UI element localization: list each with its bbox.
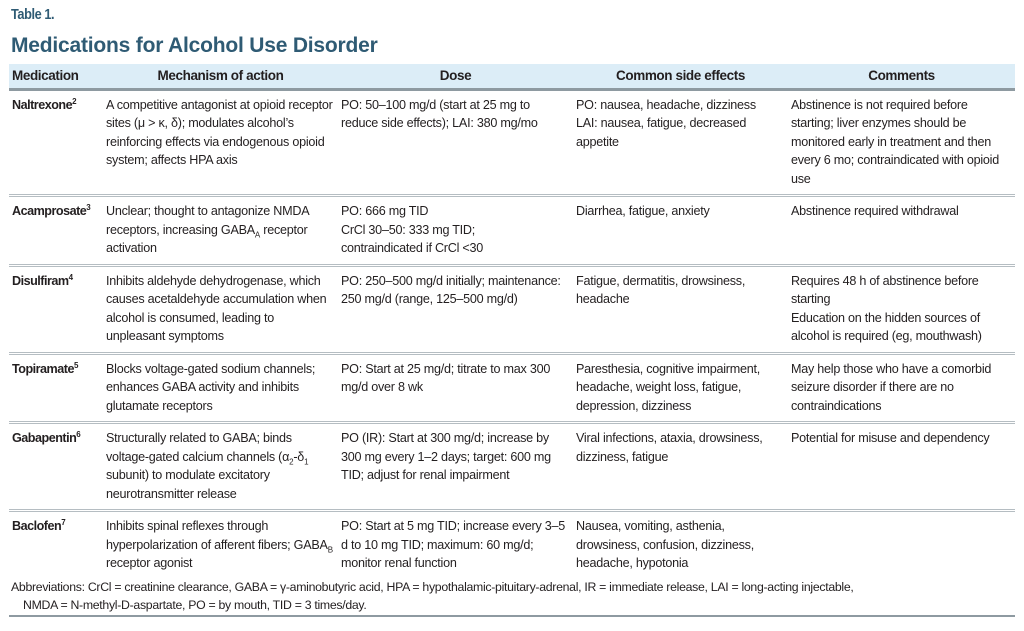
comments-cell (788, 353, 1015, 423)
dose-cell (338, 265, 573, 353)
comments-cell (788, 89, 1015, 196)
cell-text: Gabapentin (12, 431, 77, 445)
dose-cell (338, 511, 573, 579)
side-effects-cell (573, 511, 788, 579)
cell-text: Inhibits spinal reflexes through hyperpolarization of afferent fibers; GABA (106, 519, 328, 552)
side-effects-cell (573, 353, 788, 423)
cell-text: PO: Start at 25 mg/d; titrate to max 300 mg/d over 8 wk (341, 361, 551, 394)
reference-superscript: 5 (73, 360, 78, 370)
cell-text: A competitive antagonist at opioid receptor sites (μ > κ, δ); modulates alcohol’s reinforcing effects via endogenous opioid system; affects HPA axis (106, 97, 333, 167)
side-effects-cell (573, 265, 788, 353)
header-comments: Comments (788, 64, 1015, 89)
abbreviations-footnote (11, 578, 1011, 614)
cell-text: PO: Start at 5 mg TID; increase every 3–5 d to 10 mg TID; maximum: 60 mg/d; monitor renal function (341, 519, 566, 570)
table-row (9, 423, 1015, 511)
cell-text: -δ (293, 449, 305, 464)
side-effects-cell (573, 89, 788, 196)
cell-text: Abstinence required withdrawal (791, 204, 959, 218)
bottom-rule (9, 615, 1015, 617)
medication-cell (9, 196, 103, 266)
dose-cell (338, 353, 573, 423)
subscript: B (327, 545, 333, 555)
cell-text: PO: 666 mg TID CrCl 30–50: 333 mg TID; contraindicated if CrCl <30 (341, 204, 484, 255)
cell-text: receptor agonist (106, 556, 193, 570)
cell-text: Naltrexone (12, 97, 73, 112)
cell-text: Nausea, vomiting, asthenia, drowsiness, confusion, dizziness, headache, hypotonia (576, 519, 754, 570)
cell-text: Abstinence is not required before starting; liver enzymes should be monitored early in treatment and then every 6 mo; contraindicated with opioid use (791, 97, 999, 186)
cell-text: subunit) to modulate excitatory neurotransmitter release (106, 468, 270, 501)
table-title: Medications for Alcohol Use Disorder (11, 34, 378, 57)
cell-text: PO: nausea, headache, dizziness LAI: nausea, fatigue, decreased appetite (576, 97, 756, 149)
cell-text: Viral infections, ataxia, drowsiness, dizziness, fatigue (576, 431, 763, 464)
medication-cell (9, 353, 103, 423)
mechanism-cell (103, 89, 338, 196)
subscript: 2 (289, 457, 294, 467)
mechanism-cell (103, 265, 338, 353)
reference-superscript: 3 (86, 202, 91, 212)
cell-text: Potential for misuse and dependency (791, 431, 990, 445)
medication-cell (9, 423, 103, 511)
cell-text: Diarrhea, fatigue, anxiety (576, 204, 710, 218)
cell-text: Disulfiram (12, 273, 69, 288)
side-effects-cell (573, 423, 788, 511)
dose-cell (338, 196, 573, 266)
reference-superscript: 7 (61, 517, 66, 527)
table-row (9, 196, 1015, 266)
medication-cell (9, 265, 103, 353)
reference-superscript: 2 (72, 96, 77, 106)
header-row (9, 64, 1015, 89)
cell-text: Topiramate (12, 361, 74, 376)
medications-table (9, 64, 1015, 579)
side-effects-cell (573, 196, 788, 266)
reference-superscript: 4 (68, 272, 73, 282)
mechanism-cell (103, 511, 338, 579)
cell-text: Baclofen (12, 519, 62, 533)
cell-text: Requires 48 h of abstinence before starting Education on the hidden sources of alcohol is required (eg, mouthwash) (791, 273, 982, 343)
cell-text: Blocks voltage-gated sodium channels; enhances GABA activity and inhibits glutamate receptors (106, 361, 316, 413)
cell-text: Fatigue, dermatitis, drowsiness, headache (576, 273, 746, 306)
medication-cell (9, 89, 103, 196)
cell-text: Structurally related to GABA; binds voltage-gated calcium channels (α (106, 431, 292, 464)
cell-text: Acamprosate (12, 204, 87, 218)
table-row (9, 89, 1015, 196)
header-dose: Dose (338, 64, 573, 89)
cell-text: Inhibits aldehyde dehydrogenase, which causes acetaldehyde accumulation when alcohol is consumed, leading to unpleasant symptoms (106, 273, 327, 343)
comments-cell (788, 196, 1015, 266)
cell-text: PO: 250–500 mg/d initially; maintenance: 250 mg/d (range, 125–500 mg/d) (341, 273, 561, 306)
table-row (9, 265, 1015, 353)
subscript: A (254, 230, 260, 240)
mechanism-cell (103, 196, 338, 266)
cell-text: Paresthesia, cognitive impairment, headache, weight loss, fatigue, depression, dizziness (576, 361, 760, 413)
footnote-line-2: NMDA = N-methyl-D-aspartate, PO = by mouth, TID = 3 times/day. (23, 598, 367, 612)
cell-text: PO: 50–100 mg/d (start at 25 mg to reduce side effects); LAI: 380 mg/mo (341, 97, 538, 130)
header-mechanism: Mechanism of action (103, 64, 338, 89)
cell-text: PO (IR): Start at 300 mg/d; increase by 300 mg every 1–2 days; target: 600 mg TID; adjust for renal impairment (341, 431, 551, 482)
cell-text: May help those who have a comorbid seizure disorder if there are no contraindications (791, 361, 992, 413)
table-row (9, 353, 1015, 423)
dose-cell (338, 89, 573, 196)
header-medication: Medication (9, 64, 103, 89)
table-number: Table 1. (11, 6, 55, 23)
comments-cell (788, 511, 1015, 579)
reference-superscript: 6 (76, 429, 81, 439)
comments-cell (788, 423, 1015, 511)
dose-cell (338, 423, 573, 511)
cell-text: receptor activation (106, 222, 308, 255)
footnote-line-1: Abbreviations: CrCl = creatinine clearance, GABA = γ-aminobutyric acid, HPA = hypothalamic-pituitary-adrenal, IR = immediate release, LAI = long-acting injectable, (11, 580, 854, 594)
table-row (9, 511, 1015, 579)
mechanism-cell (103, 423, 338, 511)
cell-text: Unclear; thought to antagonize NMDA receptors, increasing GABA (106, 204, 309, 237)
mechanism-cell (103, 353, 338, 423)
comments-cell (788, 265, 1015, 353)
header-side-effects: Common side effects (573, 64, 788, 89)
subscript: 1 (304, 457, 309, 467)
medication-cell (9, 511, 103, 579)
